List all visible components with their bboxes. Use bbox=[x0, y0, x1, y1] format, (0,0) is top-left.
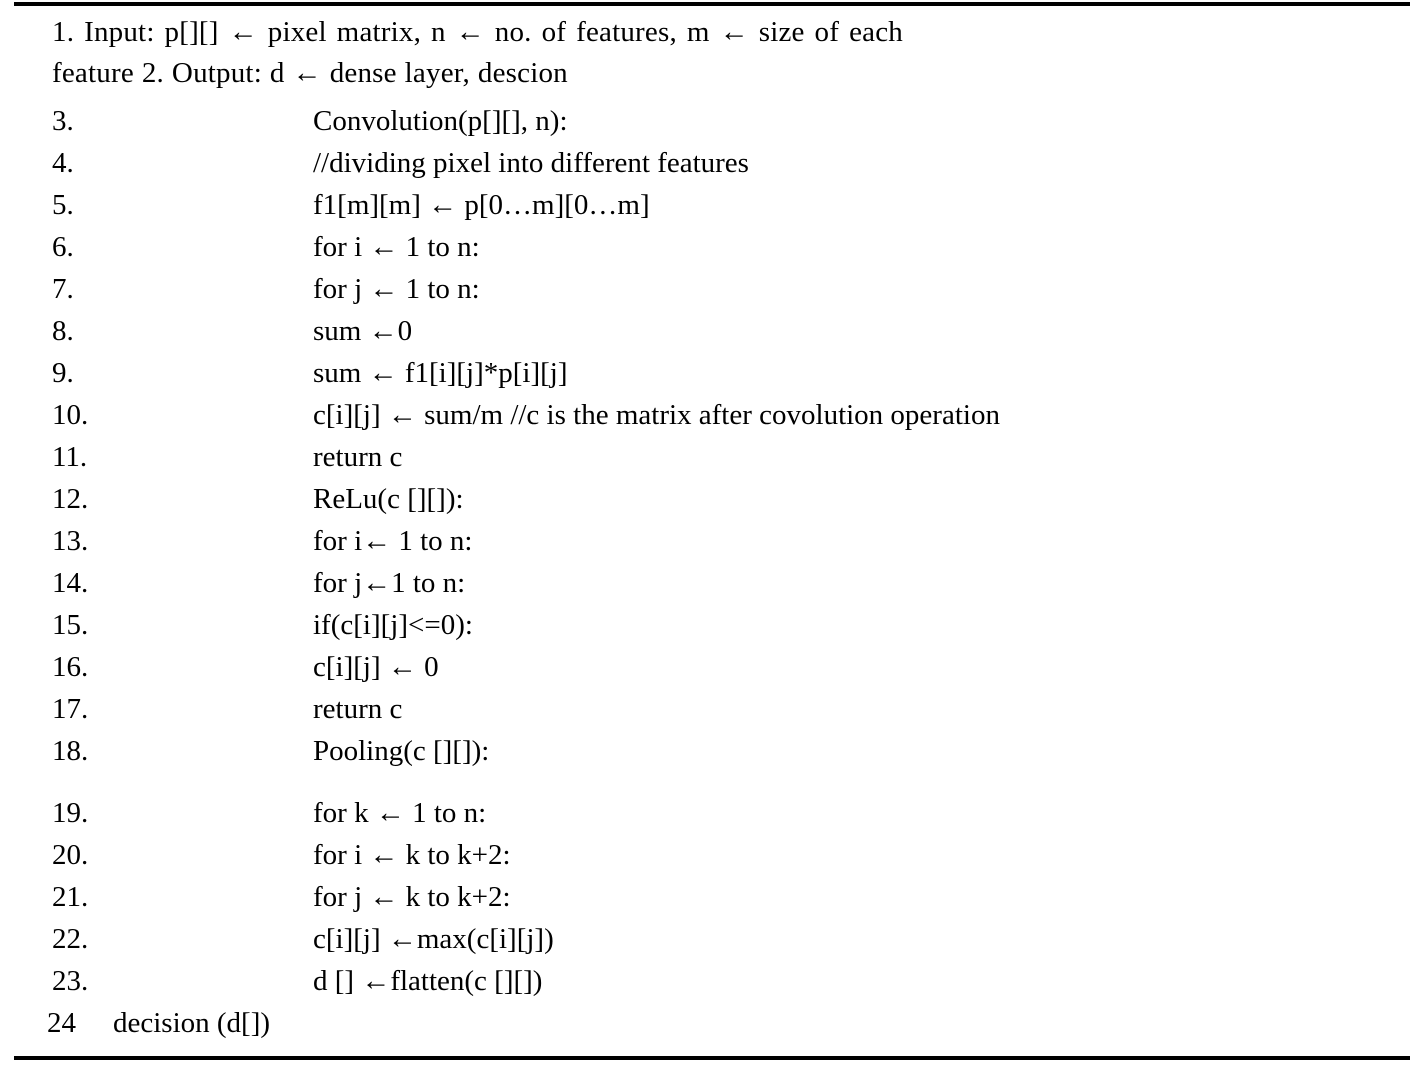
pseudocode-line bbox=[0, 142, 1418, 184]
pseudocode-line bbox=[0, 1002, 1418, 1044]
pseudocode-line-text: sum ← f1[i][j]*p[i][j] bbox=[313, 357, 568, 389]
pseudocode-line bbox=[0, 960, 1418, 1002]
preamble-line-output: feature 2. Output: d ← dense layer, descion bbox=[52, 57, 568, 89]
pseudocode-line-number: 4. bbox=[52, 147, 74, 179]
pseudocode-line-number: 18. bbox=[52, 735, 89, 767]
pseudocode-line bbox=[0, 562, 1418, 604]
pseudocode-line-number: 11. bbox=[52, 441, 88, 473]
pseudocode-line-text: d [] ←flatten(c [][]) bbox=[313, 965, 543, 997]
bottom-horizontal-rule bbox=[14, 1056, 1410, 1060]
pseudocode-line-number: 15. bbox=[52, 609, 89, 641]
pseudocode-line-text: for j ← k to k+2: bbox=[313, 881, 511, 913]
pseudocode-line bbox=[0, 352, 1418, 394]
pseudocode-line bbox=[0, 268, 1418, 310]
pseudocode-line bbox=[0, 876, 1418, 918]
pseudocode-line bbox=[0, 478, 1418, 520]
pseudocode-line-text: decision (d[]) bbox=[113, 1007, 271, 1039]
pseudocode-line-number: 7. bbox=[52, 273, 74, 305]
pseudocode-line bbox=[0, 918, 1418, 960]
pseudocode-line-text: if(c[i][j]<=0): bbox=[313, 609, 473, 641]
pseudocode-line-text: return c bbox=[313, 693, 403, 725]
pseudocode-line-number: 9. bbox=[52, 357, 74, 389]
pseudocode-line-text: for j←1 to n: bbox=[313, 567, 466, 599]
pseudocode-line bbox=[0, 792, 1418, 834]
pseudocode-line-text: ReLu(c [][]): bbox=[313, 483, 464, 515]
pseudocode-line-number: 21. bbox=[52, 881, 89, 913]
pseudocode-line-text: c[i][j] ← sum/m //c is the matrix after covolution operation bbox=[313, 399, 1000, 431]
pseudocode-line-number: 12. bbox=[52, 483, 89, 515]
pseudocode-line-text: Pooling(c [][]): bbox=[313, 735, 490, 767]
pseudocode-line bbox=[0, 100, 1418, 142]
pseudocode-line-text: for i ← 1 to n: bbox=[313, 231, 480, 263]
pseudocode-line-number: 6. bbox=[52, 231, 74, 263]
pseudocode-line-number: 13. bbox=[52, 525, 89, 557]
pseudocode-line bbox=[0, 520, 1418, 562]
pseudocode-line bbox=[0, 394, 1418, 436]
pseudocode-line-text: for i← 1 to n: bbox=[313, 525, 473, 557]
pseudocode-line-number: 14. bbox=[52, 567, 89, 599]
pseudocode-line-number: 3. bbox=[52, 105, 74, 137]
algorithm-body bbox=[0, 12, 1418, 1044]
pseudocode-line-text: Convolution(p[][], n): bbox=[313, 105, 568, 137]
pseudocode-line-text: //dividing pixel into different features bbox=[313, 147, 749, 179]
pseudocode-line-number: 17. bbox=[52, 693, 89, 725]
pseudocode-line-text: for i ← k to k+2: bbox=[313, 839, 511, 871]
top-horizontal-rule bbox=[14, 2, 1410, 6]
pseudocode-line-text: return c bbox=[313, 441, 403, 473]
pseudocode-line-text: for j ← 1 to n: bbox=[313, 273, 480, 305]
pseudocode-line-number: 22. bbox=[52, 923, 89, 955]
pseudocode-line-text: for k ← 1 to n: bbox=[313, 797, 487, 829]
pseudocode-line-number: 10. bbox=[52, 399, 89, 431]
algorithm-preamble bbox=[0, 12, 1418, 94]
pseudocode-line-number: 8. bbox=[52, 315, 74, 347]
preamble-line-input: 1. Input: p[][] ← pixel matrix, n ← no. of features, m ← size of each bbox=[52, 16, 903, 48]
pseudocode-line-number: 5. bbox=[52, 189, 74, 221]
pseudocode-line-list bbox=[0, 100, 1418, 1044]
pseudocode-line bbox=[0, 310, 1418, 352]
pseudocode-line-number: 24 bbox=[47, 1007, 76, 1039]
pseudocode-line bbox=[0, 184, 1418, 226]
pseudocode-line-number: 16. bbox=[52, 651, 89, 683]
pseudocode-line-number: 20. bbox=[52, 839, 89, 871]
pseudocode-line-text: c[i][j] ←max(c[i][j]) bbox=[313, 923, 554, 955]
pseudocode-line bbox=[0, 688, 1418, 730]
pseudocode-line bbox=[0, 604, 1418, 646]
pseudocode-line bbox=[0, 730, 1418, 772]
pseudocode-line bbox=[0, 834, 1418, 876]
pseudocode-line-text: sum ←0 bbox=[313, 315, 413, 347]
pseudocode-line-text: c[i][j] ← 0 bbox=[313, 651, 439, 683]
pseudocode-line bbox=[0, 436, 1418, 478]
pseudocode-line bbox=[0, 226, 1418, 268]
pseudocode-line bbox=[0, 646, 1418, 688]
pseudocode-line-number: 23. bbox=[52, 965, 89, 997]
pseudocode-line-text: f1[m][m] ← p[0…m][0…m] bbox=[313, 189, 650, 221]
pseudocode-line-number: 19. bbox=[52, 797, 89, 829]
